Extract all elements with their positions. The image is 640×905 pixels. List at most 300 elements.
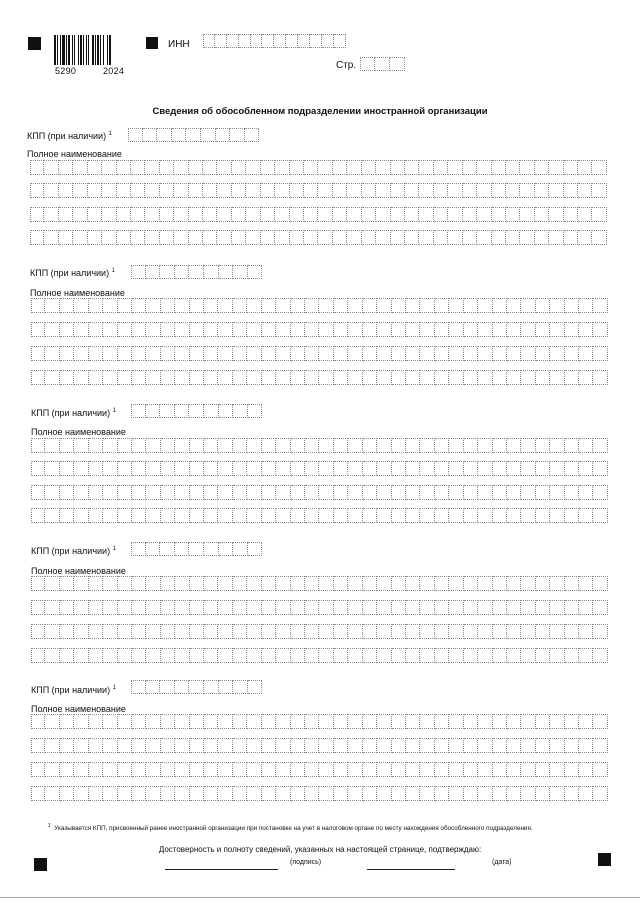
char-cell[interactable] <box>204 322 218 337</box>
char-cell[interactable] <box>377 322 391 337</box>
char-cell[interactable] <box>204 265 219 279</box>
char-cell[interactable] <box>60 624 74 639</box>
char-cell[interactable] <box>478 298 492 313</box>
char-cell[interactable] <box>348 485 362 500</box>
char-cell[interactable] <box>377 438 391 453</box>
char-cell[interactable] <box>89 624 103 639</box>
char-cell[interactable] <box>593 461 607 476</box>
char-cell[interactable] <box>449 648 463 663</box>
char-cell[interactable] <box>132 786 146 801</box>
char-cell[interactable] <box>45 346 59 361</box>
char-cell[interactable] <box>218 322 232 337</box>
char-cell[interactable] <box>348 714 362 729</box>
char-cell[interactable] <box>190 600 204 615</box>
char-cell[interactable] <box>132 298 146 313</box>
char-cell[interactable] <box>449 576 463 591</box>
char-cell[interactable] <box>233 508 247 523</box>
char-cell[interactable] <box>363 508 377 523</box>
char-cell[interactable] <box>406 438 420 453</box>
char-cell[interactable] <box>203 183 217 198</box>
char-cell[interactable] <box>233 738 247 753</box>
char-cell[interactable] <box>175 624 189 639</box>
char-cell[interactable] <box>420 714 434 729</box>
char-cell[interactable] <box>319 714 333 729</box>
char-cell[interactable] <box>564 183 578 198</box>
char-cell[interactable] <box>146 648 160 663</box>
char-cell[interactable] <box>420 461 434 476</box>
char-cell[interactable] <box>318 230 332 245</box>
char-cell[interactable] <box>464 600 478 615</box>
char-cell[interactable] <box>45 485 59 500</box>
char-cell[interactable] <box>118 786 132 801</box>
char-cell[interactable] <box>74 576 88 591</box>
char-cell[interactable] <box>420 648 434 663</box>
char-cell[interactable] <box>247 762 261 777</box>
char-cell[interactable] <box>189 230 203 245</box>
char-cell[interactable] <box>275 230 289 245</box>
char-cell[interactable] <box>118 322 132 337</box>
char-cell[interactable] <box>276 786 290 801</box>
char-cell[interactable] <box>506 183 520 198</box>
char-cell[interactable] <box>146 762 160 777</box>
char-cell[interactable] <box>536 485 550 500</box>
char-cell[interactable] <box>132 322 146 337</box>
char-cell[interactable] <box>334 600 348 615</box>
char-cell[interactable] <box>535 230 549 245</box>
char-cell[interactable] <box>478 738 492 753</box>
char-cell[interactable] <box>593 624 607 639</box>
char-cell[interactable] <box>291 624 305 639</box>
char-cell[interactable] <box>392 346 406 361</box>
char-cell[interactable] <box>377 461 391 476</box>
char-cell[interactable] <box>276 438 290 453</box>
char-cell[interactable] <box>363 576 377 591</box>
char-cell[interactable] <box>261 183 275 198</box>
char-cell[interactable] <box>60 461 74 476</box>
char-cell[interactable] <box>478 508 492 523</box>
char-cell[interactable] <box>118 461 132 476</box>
char-cell[interactable] <box>204 461 218 476</box>
char-cell[interactable] <box>218 485 232 500</box>
char-cell[interactable] <box>565 508 579 523</box>
char-cell[interactable] <box>521 648 535 663</box>
char-cell[interactable] <box>319 298 333 313</box>
char-cell[interactable] <box>405 160 419 175</box>
char-cell[interactable] <box>536 346 550 361</box>
char-cell[interactable] <box>204 370 218 385</box>
char-cell[interactable] <box>493 322 507 337</box>
char-cell[interactable] <box>390 57 405 71</box>
char-cell[interactable] <box>118 714 132 729</box>
char-cell[interactable] <box>593 762 607 777</box>
char-cell[interactable] <box>232 183 246 198</box>
char-cell[interactable] <box>334 762 348 777</box>
char-cell[interactable] <box>290 207 304 222</box>
char-cell[interactable] <box>363 322 377 337</box>
char-cell[interactable] <box>478 786 492 801</box>
char-cell[interactable] <box>175 370 189 385</box>
char-cell[interactable] <box>322 34 334 48</box>
char-cell[interactable] <box>434 207 448 222</box>
char-cell[interactable] <box>117 207 131 222</box>
char-cell[interactable] <box>132 438 146 453</box>
char-cell[interactable] <box>493 624 507 639</box>
char-cell[interactable] <box>492 230 506 245</box>
char-cell[interactable] <box>304 207 318 222</box>
char-cell[interactable] <box>60 648 74 663</box>
char-cell[interactable] <box>31 508 45 523</box>
char-cell[interactable] <box>493 370 507 385</box>
char-cell[interactable] <box>291 298 305 313</box>
char-cell[interactable] <box>233 265 248 279</box>
char-cell[interactable] <box>478 322 492 337</box>
char-cell[interactable] <box>190 322 204 337</box>
char-cell[interactable] <box>579 485 593 500</box>
char-cell[interactable] <box>261 160 275 175</box>
char-cell[interactable] <box>377 714 391 729</box>
char-cell[interactable] <box>521 485 535 500</box>
char-cell[interactable] <box>593 576 607 591</box>
char-cell[interactable] <box>175 714 189 729</box>
char-cell[interactable] <box>291 485 305 500</box>
char-cell[interactable] <box>276 322 290 337</box>
char-cell[interactable] <box>507 576 521 591</box>
char-cell[interactable] <box>435 298 449 313</box>
char-cell[interactable] <box>60 370 74 385</box>
char-cell[interactable] <box>449 370 463 385</box>
char-cell[interactable] <box>204 624 218 639</box>
char-cell[interactable] <box>247 576 261 591</box>
char-cell[interactable] <box>230 128 245 142</box>
char-cell[interactable] <box>593 738 607 753</box>
char-cell[interactable] <box>334 298 348 313</box>
char-cell[interactable] <box>478 461 492 476</box>
char-cell[interactable] <box>131 265 146 279</box>
char-cell[interactable] <box>448 160 462 175</box>
char-cell[interactable] <box>420 298 434 313</box>
char-cell[interactable] <box>420 438 434 453</box>
char-cell[interactable] <box>333 183 347 198</box>
char-cell[interactable] <box>218 461 232 476</box>
char-cell[interactable] <box>333 230 347 245</box>
char-cell[interactable] <box>420 786 434 801</box>
char-cell[interactable] <box>463 207 477 222</box>
char-cell[interactable] <box>449 786 463 801</box>
char-cell[interactable] <box>305 576 319 591</box>
char-cell[interactable] <box>31 370 45 385</box>
char-cell[interactable] <box>88 183 102 198</box>
char-cell[interactable] <box>247 714 261 729</box>
char-cell[interactable] <box>262 34 274 48</box>
char-cell[interactable] <box>103 508 117 523</box>
char-cell[interactable] <box>420 762 434 777</box>
char-cell[interactable] <box>262 762 276 777</box>
char-cell[interactable] <box>449 600 463 615</box>
char-cell[interactable] <box>550 346 564 361</box>
char-cell[interactable] <box>218 762 232 777</box>
char-cell[interactable] <box>247 370 261 385</box>
char-cell[interactable] <box>305 714 319 729</box>
char-cell[interactable] <box>189 160 203 175</box>
char-cell[interactable] <box>550 714 564 729</box>
char-cell[interactable] <box>536 738 550 753</box>
char-cell[interactable] <box>118 346 132 361</box>
char-cell[interactable] <box>204 404 219 418</box>
char-cell[interactable] <box>190 786 204 801</box>
char-cell[interactable] <box>478 370 492 385</box>
char-cell[interactable] <box>146 600 160 615</box>
char-cell[interactable] <box>334 485 348 500</box>
char-cell[interactable] <box>392 786 406 801</box>
char-cell[interactable] <box>290 183 304 198</box>
char-cell[interactable] <box>406 786 420 801</box>
char-cell[interactable] <box>146 680 161 694</box>
char-cell[interactable] <box>348 738 362 753</box>
char-cell[interactable] <box>262 648 276 663</box>
char-cell[interactable] <box>103 485 117 500</box>
char-cell[interactable] <box>262 346 276 361</box>
char-cell[interactable] <box>463 160 477 175</box>
char-cell[interactable] <box>363 461 377 476</box>
char-cell[interactable] <box>348 786 362 801</box>
char-cell[interactable] <box>189 680 204 694</box>
char-cell[interactable] <box>406 576 420 591</box>
char-cell[interactable] <box>550 322 564 337</box>
char-cell[interactable] <box>391 183 405 198</box>
char-cell[interactable] <box>333 207 347 222</box>
char-cell[interactable] <box>276 762 290 777</box>
char-cell[interactable] <box>161 648 175 663</box>
inn-field[interactable] <box>203 34 346 48</box>
char-cell[interactable] <box>377 624 391 639</box>
char-cell[interactable] <box>45 438 59 453</box>
char-cell[interactable] <box>160 404 175 418</box>
char-cell[interactable] <box>233 404 248 418</box>
char-cell[interactable] <box>375 57 390 71</box>
char-cell[interactable] <box>406 298 420 313</box>
char-cell[interactable] <box>233 322 247 337</box>
char-cell[interactable] <box>146 346 160 361</box>
char-cell[interactable] <box>45 738 59 753</box>
char-cell[interactable] <box>218 714 232 729</box>
char-cell[interactable] <box>464 762 478 777</box>
char-cell[interactable] <box>435 762 449 777</box>
char-cell[interactable] <box>174 183 188 198</box>
char-cell[interactable] <box>103 576 117 591</box>
full-name-row-4[interactable] <box>31 786 608 801</box>
char-cell[interactable] <box>161 762 175 777</box>
char-cell[interactable] <box>565 298 579 313</box>
char-cell[interactable] <box>218 624 232 639</box>
char-cell[interactable] <box>304 183 318 198</box>
char-cell[interactable] <box>392 485 406 500</box>
char-cell[interactable] <box>174 160 188 175</box>
char-cell[interactable] <box>420 485 434 500</box>
char-cell[interactable] <box>31 485 45 500</box>
char-cell[interactable] <box>31 600 45 615</box>
char-cell[interactable] <box>305 298 319 313</box>
char-cell[interactable] <box>493 576 507 591</box>
char-cell[interactable] <box>160 265 175 279</box>
char-cell[interactable] <box>276 648 290 663</box>
char-cell[interactable] <box>74 322 88 337</box>
char-cell[interactable] <box>363 624 377 639</box>
char-cell[interactable] <box>535 160 549 175</box>
char-cell[interactable] <box>565 370 579 385</box>
char-cell[interactable] <box>103 786 117 801</box>
char-cell[interactable] <box>377 762 391 777</box>
char-cell[interactable] <box>161 370 175 385</box>
char-cell[interactable] <box>593 298 607 313</box>
char-cell[interactable] <box>60 714 74 729</box>
char-cell[interactable] <box>565 438 579 453</box>
char-cell[interactable] <box>203 160 217 175</box>
char-cell[interactable] <box>550 438 564 453</box>
date-line[interactable] <box>367 869 455 870</box>
char-cell[interactable] <box>118 600 132 615</box>
char-cell[interactable] <box>420 508 434 523</box>
char-cell[interactable] <box>406 624 420 639</box>
char-cell[interactable] <box>318 207 332 222</box>
char-cell[interactable] <box>118 624 132 639</box>
char-cell[interactable] <box>219 265 234 279</box>
char-cell[interactable] <box>161 485 175 500</box>
char-cell[interactable] <box>190 485 204 500</box>
char-cell[interactable] <box>319 322 333 337</box>
char-cell[interactable] <box>535 207 549 222</box>
full-name-row-2[interactable] <box>31 738 608 753</box>
char-cell[interactable] <box>549 207 563 222</box>
char-cell[interactable] <box>392 370 406 385</box>
char-cell[interactable] <box>175 346 189 361</box>
char-cell[interactable] <box>102 160 116 175</box>
char-cell[interactable] <box>275 160 289 175</box>
char-cell[interactable] <box>376 230 390 245</box>
char-cell[interactable] <box>550 786 564 801</box>
char-cell[interactable] <box>305 600 319 615</box>
char-cell[interactable] <box>564 230 578 245</box>
char-cell[interactable] <box>493 508 507 523</box>
char-cell[interactable] <box>579 600 593 615</box>
char-cell[interactable] <box>74 648 88 663</box>
char-cell[interactable] <box>44 230 58 245</box>
char-cell[interactable] <box>89 485 103 500</box>
char-cell[interactable] <box>578 230 592 245</box>
char-cell[interactable] <box>261 207 275 222</box>
char-cell[interactable] <box>520 160 534 175</box>
char-cell[interactable] <box>392 438 406 453</box>
char-cell[interactable] <box>45 624 59 639</box>
char-cell[interactable] <box>103 624 117 639</box>
char-cell[interactable] <box>449 346 463 361</box>
char-cell[interactable] <box>363 346 377 361</box>
char-cell[interactable] <box>190 738 204 753</box>
char-cell[interactable] <box>363 762 377 777</box>
char-cell[interactable] <box>218 508 232 523</box>
char-cell[interactable] <box>89 370 103 385</box>
char-cell[interactable] <box>276 346 290 361</box>
char-cell[interactable] <box>218 576 232 591</box>
char-cell[interactable] <box>593 786 607 801</box>
char-cell[interactable] <box>103 298 117 313</box>
char-cell[interactable] <box>406 714 420 729</box>
char-cell[interactable] <box>392 738 406 753</box>
char-cell[interactable] <box>449 461 463 476</box>
char-cell[interactable] <box>262 600 276 615</box>
char-cell[interactable] <box>536 786 550 801</box>
char-cell[interactable] <box>103 648 117 663</box>
char-cell[interactable] <box>204 738 218 753</box>
char-cell[interactable] <box>363 438 377 453</box>
char-cell[interactable] <box>363 298 377 313</box>
char-cell[interactable] <box>89 762 103 777</box>
char-cell[interactable] <box>59 230 73 245</box>
char-cell[interactable] <box>291 600 305 615</box>
char-cell[interactable] <box>175 508 189 523</box>
char-cell[interactable] <box>233 542 248 556</box>
char-cell[interactable] <box>161 508 175 523</box>
char-cell[interactable] <box>190 370 204 385</box>
char-cell[interactable] <box>132 370 146 385</box>
char-cell[interactable] <box>189 207 203 222</box>
char-cell[interactable] <box>520 207 534 222</box>
char-cell[interactable] <box>377 485 391 500</box>
char-cell[interactable] <box>30 207 44 222</box>
char-cell[interactable] <box>492 160 506 175</box>
char-cell[interactable] <box>276 461 290 476</box>
char-cell[interactable] <box>146 786 160 801</box>
full-name-row-2[interactable] <box>31 600 608 615</box>
char-cell[interactable] <box>347 207 361 222</box>
char-cell[interactable] <box>521 762 535 777</box>
char-cell[interactable] <box>319 600 333 615</box>
char-cell[interactable] <box>579 322 593 337</box>
full-name-row-4[interactable] <box>31 370 608 385</box>
char-cell[interactable] <box>578 160 592 175</box>
char-cell[interactable] <box>175 680 190 694</box>
full-name-row-1[interactable] <box>30 160 607 175</box>
char-cell[interactable] <box>274 34 286 48</box>
char-cell[interactable] <box>247 600 261 615</box>
char-cell[interactable] <box>565 322 579 337</box>
char-cell[interactable] <box>477 183 491 198</box>
char-cell[interactable] <box>449 714 463 729</box>
char-cell[interactable] <box>363 648 377 663</box>
char-cell[interactable] <box>449 738 463 753</box>
char-cell[interactable] <box>435 438 449 453</box>
kpp-field[interactable] <box>131 680 262 694</box>
char-cell[interactable] <box>464 346 478 361</box>
char-cell[interactable] <box>406 370 420 385</box>
char-cell[interactable] <box>60 786 74 801</box>
char-cell[interactable] <box>247 508 261 523</box>
char-cell[interactable] <box>506 230 520 245</box>
char-cell[interactable] <box>362 230 376 245</box>
char-cell[interactable] <box>175 322 189 337</box>
char-cell[interactable] <box>565 786 579 801</box>
char-cell[interactable] <box>161 461 175 476</box>
char-cell[interactable] <box>435 322 449 337</box>
char-cell[interactable] <box>420 370 434 385</box>
char-cell[interactable] <box>31 346 45 361</box>
char-cell[interactable] <box>305 648 319 663</box>
char-cell[interactable] <box>190 346 204 361</box>
char-cell[interactable] <box>435 600 449 615</box>
char-cell[interactable] <box>565 738 579 753</box>
char-cell[interactable] <box>593 714 607 729</box>
char-cell[interactable] <box>45 508 59 523</box>
char-cell[interactable] <box>160 160 174 175</box>
